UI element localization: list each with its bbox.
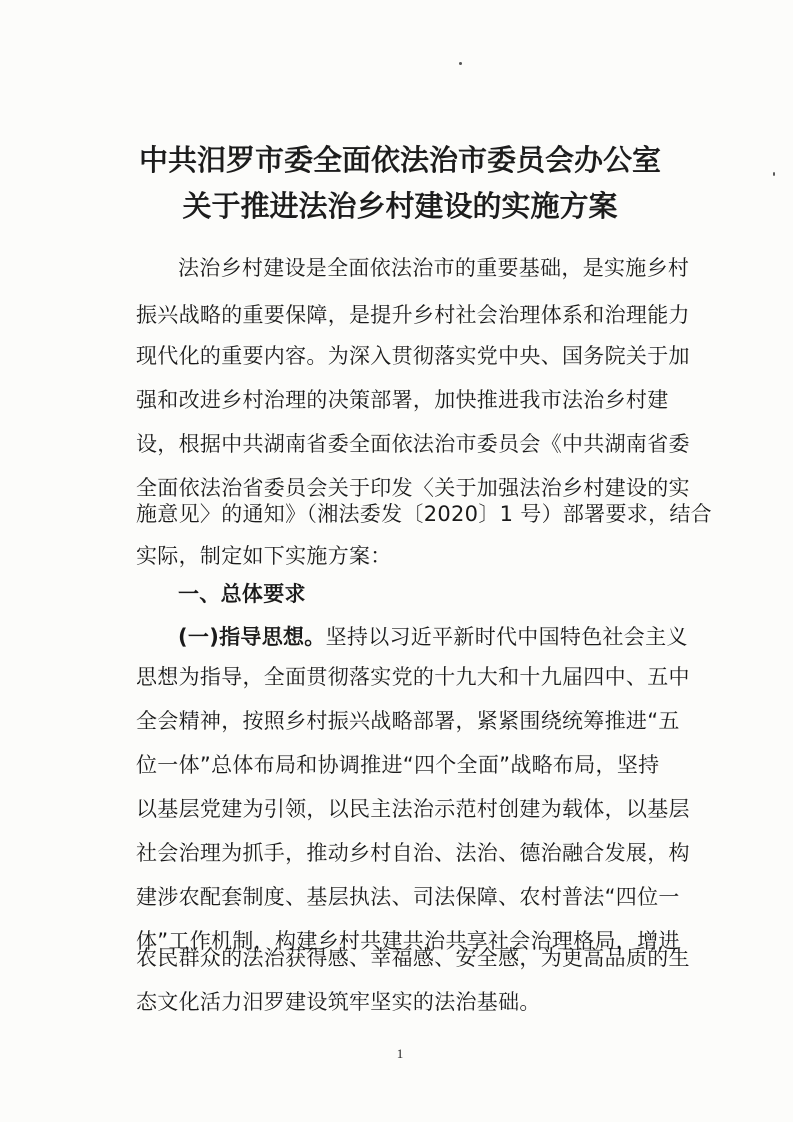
paragraph-line: 强和改进乡村治理的决策部署，加快推进我市法治乡村建 <box>136 388 669 412</box>
document-title-line-2: 关于推进法治乡村建设的实施方案 <box>182 189 618 223</box>
section-heading: 一、总体要求 <box>178 582 306 606</box>
paragraph-line: 振兴战略的重要保障，是提升乡村社会治理体系和治理能力 <box>136 303 690 327</box>
subsection-text: 坚持以习近平新时代中国特色社会主义 <box>325 625 688 649</box>
subsection-label: (一)指导思想。 <box>178 625 326 649</box>
document-title-line-1: 中共汨罗市委全面依法治市委员会办公室 <box>138 143 661 177</box>
paragraph-line: 建涉农配套制度、基层执法、司法保障、农村普法“四位一 <box>136 885 680 909</box>
paragraph-line: 现代化的重要内容。为深入贯彻落实党中央、国务院关于加 <box>136 344 690 368</box>
paragraph-line: 全会精神，按照乡村振兴战略部署，紧紧围绕统筹推进“五 <box>136 709 680 733</box>
paragraph-line: 法治乡村建设是全面依法治市的重要基础，是实施乡村 <box>178 256 690 280</box>
paragraph-line: 全面依法治省委员会关于印发〈关于加强法治乡村建设的实 <box>136 476 690 500</box>
paragraph-line: 实际，制定如下实施方案： <box>136 544 392 568</box>
paragraph-line: 设，根据中共湖南省委全面依法治市委员会《中共湖南省委 <box>136 432 690 456</box>
paragraph-line: 体”工作机制，构建乡村共建共治共享社会治理格局，增进 <box>136 929 680 953</box>
paragraph-line: 社会治理为抓手，推动乡村自治、法治、德治融合发展，构 <box>136 841 690 865</box>
subsection-first-line <box>178 621 738 651</box>
paragraph-line: 以基层党建为引领，以民主法治示范村创建为载体，以基层 <box>136 797 690 821</box>
scan-speck <box>773 172 775 176</box>
paragraph-line: 农民群众的法治获得感、幸福感、安全感，为更高品质的生 <box>136 946 690 970</box>
paragraph-line: 施意见〉的通知》（湘法委发〔2020〕1 号）部署要求，结合 <box>136 502 712 526</box>
paragraph-line: 位一体”总体布局和协调推进“四个全面”战略布局，坚持 <box>136 753 660 777</box>
page-number: 1 <box>396 1046 404 1061</box>
paragraph-line: 思想为指导，全面贯彻落实党的十九大和十九届四中、五中 <box>136 665 690 689</box>
paragraph-line: 态文化活力汨罗建设筑牢坚实的法治基础。 <box>136 990 541 1014</box>
scan-speck <box>459 62 462 65</box>
